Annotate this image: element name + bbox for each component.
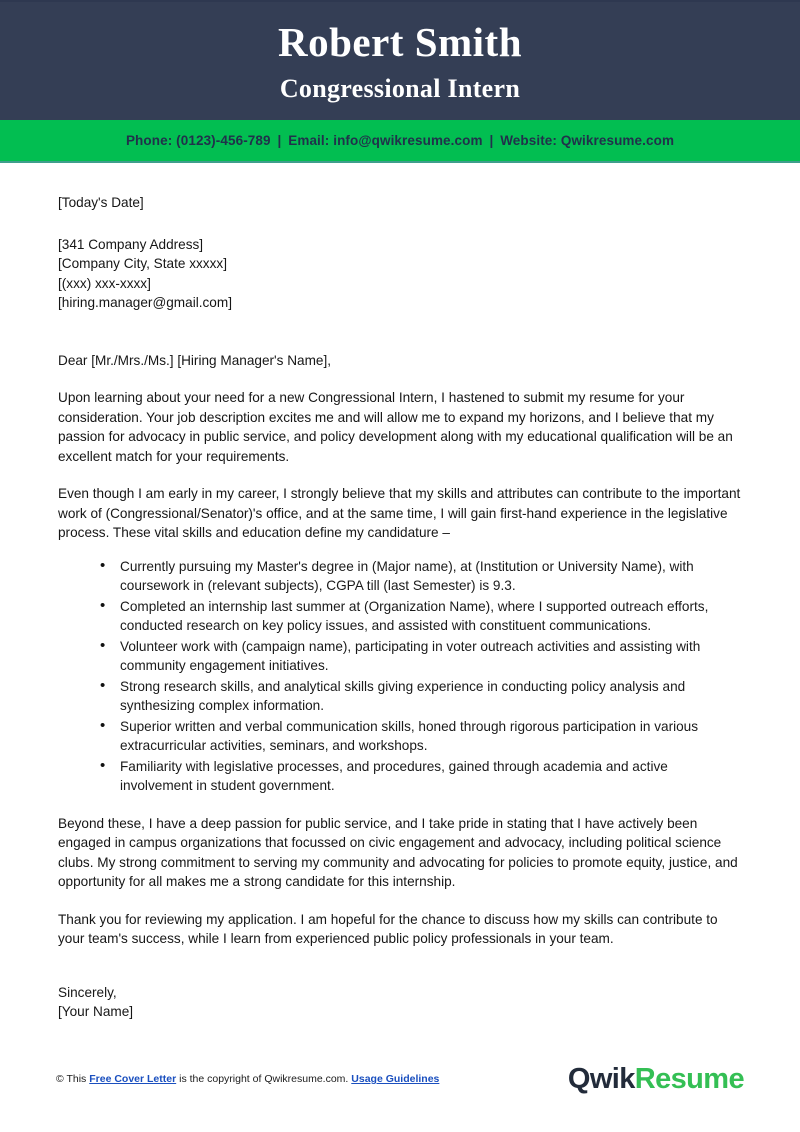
email-label: Email:: [288, 133, 330, 148]
body-paragraph-1: Upon learning about your need for a new Congressional Intern, I hastened to submit my resume for your consideration. Your job description excites me and will allow me to expand my horizons, and I believe that my passion for advocacy in public service, and policy development along with my educational qualification will be an excellent match for your requirements.: [58, 390, 733, 464]
list-item: • Superior written and verbal communication skills, honed through rigorous participation in various extracurricular activities, seminars, and workshops.: [100, 717, 742, 756]
contact-line: [126, 133, 674, 148]
phone-label: Phone:: [125, 133, 173, 148]
letter-body: [0, 163, 800, 1022]
recipient-address-block: [58, 235, 742, 313]
recipient-address-line: [341 Company Address]: [58, 236, 204, 252]
qwikresume-logo[interactable]: [568, 1060, 744, 1096]
logo-text-qwik: Qwik: [567, 1063, 635, 1095]
qualifications-list: [58, 557, 742, 796]
copyright-notice: [56, 1060, 439, 1085]
list-item: • Currently pursuing my Master's degree in (Major name), at (Institution or University Name), with coursework in (relevant subjects), CGPA till (last Semester) is 9.3.: [100, 557, 742, 596]
recipient-phone-line: [(xxx) xxx-xxxx]: [58, 275, 151, 291]
logo-text-resume: Resume: [634, 1063, 744, 1095]
recipient-address-line: [Company City, State xxxxx]: [58, 256, 227, 271]
body-paragraph-3: Beyond these, I have a deep passion for public service, and I take pride in stating that I have actively been engaged in campus organizations that focussed on civic engagement and advocacy, including political science clubs. My strong commitment to serving my community and advocating for policies to promote equity, justice, and opportunity for all makes me a strong candidate for this internship.: [58, 815, 738, 889]
free-cover-letter-link[interactable]: Free Cover Letter: [89, 1073, 177, 1085]
candidate-job-title: Congressional Intern: [279, 74, 521, 103]
usage-guidelines-link[interactable]: Usage Guidelines: [351, 1073, 440, 1085]
list-item: • Familiarity with legislative processes, and procedures, gained through academia and active involvement in student government.: [100, 757, 742, 796]
copyright-middle: is the copyright of Qwikresume.com.: [179, 1073, 349, 1085]
page-footer: [0, 1060, 800, 1132]
phone-value: (0123)-456-789: [176, 133, 271, 148]
copyright-prefix: © This: [56, 1073, 87, 1085]
signature-block: [58, 983, 742, 1022]
candidate-name: Robert Smith: [277, 19, 522, 65]
body-paragraph-2: Even though I am early in my career, I strongly believe that my skills and attributes can contribute to the important work of (Congressional/Senator)'s office, and at the same time, I will gain first-hand experience in the legislative process. These vital skills and education define my candidature –: [58, 486, 741, 540]
recipient-email-line: [hiring.manager@gmail.com]: [58, 295, 232, 310]
website-label: Website:: [500, 133, 557, 148]
salutation: Dear [Mr./Mrs./Ms.] [Hiring Manager's Name],: [58, 352, 332, 368]
list-item: • Strong research skills, and analytical skills giving experience in conducting policy analysis and synthesizing complex information.: [100, 677, 742, 716]
letter-date: [Today's Date]: [58, 195, 144, 210]
contact-bar: [0, 120, 800, 163]
contact-separator-1: |: [277, 133, 282, 148]
header-banner: [0, 0, 800, 120]
signature-name: [Your Name]: [58, 1004, 134, 1019]
list-item: • Volunteer work with (campaign name), participating in voter outreach activities and assisting with community engagement initiatives.: [100, 637, 742, 676]
list-item: • Completed an internship last summer at (Organization Name), where I supported outreach efforts, conducted research on key policy issues, and assisted with constituent communications.: [100, 597, 742, 636]
email-value[interactable]: info@qwikresume.com: [333, 133, 483, 148]
website-value[interactable]: Qwikresume.com: [560, 133, 675, 148]
contact-separator-2: |: [489, 133, 494, 148]
closing-salutation: Sincerely,: [58, 984, 117, 1000]
body-paragraph-4: Thank you for reviewing my application. I am hopeful for the chance to discuss how my skills can contribute to your team's success, while I learn from experienced public policy professionals in your team.: [58, 911, 718, 946]
